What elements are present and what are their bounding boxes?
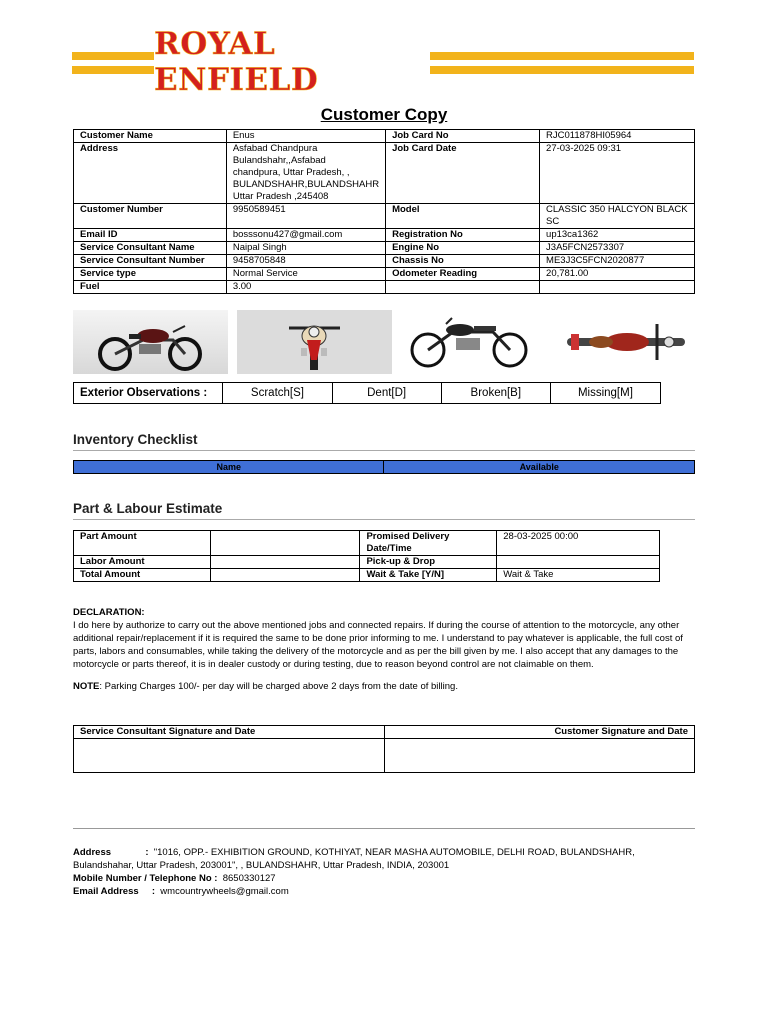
observation-missing[interactable]: Missing[M] — [577, 387, 633, 399]
table-header-row — [74, 461, 695, 474]
table-row — [74, 143, 695, 204]
footer-phone-label: Mobile Number / Telephone No : — [73, 873, 223, 884]
job-card-date-label: Job Card Date — [386, 143, 540, 204]
customer-name-value: Enus — [226, 130, 385, 143]
promised-delivery-value: 28-03-2025 00:00 — [497, 531, 660, 556]
engine-no-value: J3A5FCN2573307 — [540, 242, 695, 255]
estimate-table — [73, 530, 660, 582]
address-line: BULANDSHAHR,BULANDSHAHR — [232, 179, 380, 190]
job-card-date-value: 27-03-2025 09:31 — [540, 143, 695, 204]
model-value: CLASSIC 350 HALCYON BLACK SC — [540, 204, 695, 229]
footer-email — [73, 885, 695, 898]
empty-cell — [386, 281, 540, 294]
promised-delivery-label: Promised Delivery Date/Time — [360, 531, 497, 556]
motorcycle-photos — [73, 310, 695, 374]
engine-no-label: Engine No — [386, 242, 540, 255]
table-row — [74, 556, 660, 569]
inventory-table — [73, 460, 695, 474]
signature-table — [73, 725, 695, 773]
brand-header — [72, 26, 694, 98]
total-amount-value — [210, 569, 360, 582]
inventory-heading: Inventory Checklist — [73, 432, 695, 451]
customer-signature-field[interactable] — [384, 739, 695, 773]
note-label: NOTE — [73, 681, 100, 692]
estimate-heading: Part & Labour Estimate — [73, 501, 695, 520]
address-value — [226, 143, 385, 204]
exterior-observations-label: Exterior Observations : — [74, 383, 223, 403]
table-row — [74, 242, 695, 255]
motorcycle-side-icon — [73, 310, 228, 374]
total-amount-label: Total Amount — [74, 569, 211, 582]
table-row — [74, 268, 695, 281]
declaration-heading: DECLARATION: — [73, 607, 145, 618]
column-header-available: Available — [384, 461, 695, 474]
consultant-signature-field[interactable] — [74, 739, 385, 773]
email-value: bosssonu427@gmail.com — [226, 229, 385, 242]
footer-email-label: Email Address : — [73, 886, 161, 897]
motorcycle-top-icon — [557, 310, 695, 374]
job-card-no-value: RJC011878HI05964 — [540, 130, 695, 143]
customer-number-value: 9950589451 — [226, 204, 385, 229]
table-row — [74, 531, 660, 556]
note-text: : Parking Charges 100/- per day will be charged above 2 days from the date of billing. — [99, 681, 458, 692]
dealer-footer — [73, 846, 695, 898]
consultant-number-value: 9458705848 — [226, 255, 385, 268]
document-title: Customer Copy — [320, 105, 448, 124]
customer-signature-label: Customer Signature and Date — [384, 726, 695, 739]
declaration-text: I do here by authorize to carry out the above mentioned jobs and connected repairs. If during the course of attention to the motorcycle, any other additional repair/replacement if it is required the same to be done prior informing to me. I understand to pay whatever is applicable, the full cost of parts, labors and consumables, while taking the delivery of the motorcycle and as per the bill given by me. I also accept that any damages to the motorcycle or parts thereof, it is in dealer custody or during testing, due to reason beyond control are not claimable on them. — [73, 620, 683, 670]
brand-logo-text: ROYAL ENFIELD — [154, 26, 319, 98]
footer-divider — [73, 828, 695, 829]
address-line: Asfabad Chandpura — [232, 143, 318, 154]
odometer-label: Odometer Reading — [386, 268, 540, 281]
wait-take-label: Wait & Take [Y/N] — [360, 569, 497, 582]
customer-details-table — [73, 129, 695, 294]
consultant-name-value: Naipal Singh — [226, 242, 385, 255]
odometer-value: 20,781.00 — [540, 268, 695, 281]
chassis-no-value: ME3J3C5FCN2020877 — [540, 255, 695, 268]
fuel-label: Fuel — [74, 281, 227, 294]
service-type-value: Normal Service — [226, 268, 385, 281]
table-row — [74, 281, 695, 294]
table-row — [74, 255, 695, 268]
column-header-name: Name — [74, 461, 384, 474]
registration-value: up13ca1362 — [540, 229, 695, 242]
job-card-no-label: Job Card No — [386, 130, 540, 143]
footer-phone — [73, 872, 695, 885]
pickup-drop-label: Pick-up & Drop — [360, 556, 497, 569]
fuel-value: 3.00 — [226, 281, 385, 294]
wait-take-value: Wait & Take — [497, 569, 660, 582]
exterior-observations — [73, 382, 661, 404]
address-line: Uttar Pradesh ,245408 — [232, 191, 329, 202]
table-row — [74, 229, 695, 242]
chassis-no-label: Chassis No — [386, 255, 540, 268]
part-amount-value — [210, 531, 360, 556]
declaration — [73, 606, 695, 693]
address-line: chandpura, Uttar Pradesh, , — [232, 167, 350, 178]
table-row — [74, 204, 695, 229]
footer-address-value: "1016, OPP.- EXHIBITION GROUND, KOTHIYAT, NEAR MASHA AUTOMOBILE, DELHI ROAD, BULANDSHAHR, Bulandshahar, Uttar Pradesh, 203001", , BULANDSHAHR, Uttar Pradesh, INDIA, 203001 — [73, 847, 635, 871]
footer-address-label: Address : — [73, 847, 154, 858]
address-label: Address — [74, 143, 227, 204]
brand-logo — [154, 26, 430, 98]
table-row — [74, 739, 695, 773]
observation-scratch[interactable]: Scratch[S] — [223, 383, 332, 403]
registration-label: Registration No — [386, 229, 540, 242]
observation-dent[interactable]: Dent[D] — [333, 383, 442, 403]
footer-email-value: wmcountrywheels@gmail.com — [160, 886, 289, 897]
observation-broken[interactable]: Broken[B] — [442, 383, 551, 403]
table-row — [74, 726, 695, 739]
address-line: Bulandshahr,,Asfabad — [232, 155, 326, 166]
model-label: Model — [386, 204, 540, 229]
parking-note — [73, 680, 695, 693]
consultant-signature-label: Service Consultant Signature and Date — [74, 726, 385, 739]
part-amount-label: Part Amount — [74, 531, 211, 556]
labor-amount-label: Labor Amount — [74, 556, 211, 569]
labor-amount-value — [210, 556, 360, 569]
footer-address — [73, 846, 695, 872]
pickup-drop-value — [497, 556, 660, 569]
motorcycle-side-icon — [398, 310, 548, 374]
empty-cell — [540, 281, 695, 294]
table-row — [74, 130, 695, 143]
consultant-number-label: Service Consultant Number — [74, 255, 227, 268]
email-label: Email ID — [74, 229, 227, 242]
service-type-label: Service type — [74, 268, 227, 281]
footer-phone-value: 8650330127 — [222, 873, 276, 884]
customer-number-label: Customer Number — [74, 204, 227, 229]
motorcycle-front-icon — [237, 310, 392, 374]
table-row — [74, 569, 660, 582]
consultant-name-label: Service Consultant Name — [74, 242, 227, 255]
customer-name-label: Customer Name — [74, 130, 227, 143]
